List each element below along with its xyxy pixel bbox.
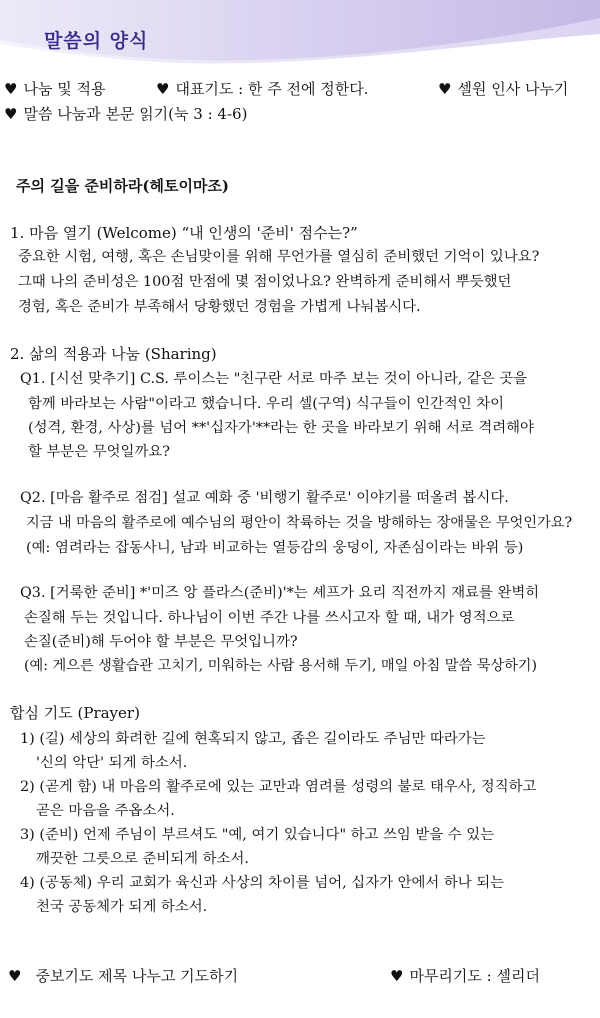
heart-icon: ♥ [390,967,404,985]
heart-icon: ♥ [156,80,170,98]
q1-line: 할 부분은 무엇일까요? [28,444,170,460]
order-item-prayer [156,79,369,99]
q3-line: 손질(준비)해 두어야 할 부분은 무엇입니까? [24,634,298,650]
q1-line: (성격, 환경, 사상)를 넘어 **'십자가'**라는 한 곳을 바라보기 위해 서로 격려해야 [28,420,534,436]
footer-left-label: 중보기도 제목 나누고 기도하기 [35,967,239,985]
header-banner [0,0,600,75]
prayer-item: 천국 공동체가 되게 하소서. [36,899,208,915]
order-item-label: 셀원 인사 나누기 [457,80,569,98]
q3-line: Q3. [거룩한 준비] *'미즈 앙 플라스(준비)'*는 셰프가 요리 직전까지 재료를 완벽히 [20,585,540,601]
q2-line: 지금 내 마음의 활주로에 예수님의 평안이 착륙하는 것을 방해하는 장애물은 무엇인가요? [26,515,573,531]
q1-line: Q1. [시선 맞추기] C.S. 루이스는 "친구란 서로 마주 보는 것이 아니라, 같은 곳을 [20,371,528,387]
footer-intercession [8,966,238,986]
heart-icon: ♥ [8,967,22,985]
prayer-heading: 합심 기도 (Prayer) [10,704,140,722]
order-item-label: 나눔 및 적용 [23,80,106,98]
section1-line: 중요한 시험, 여행, 혹은 손님맞이를 위해 무언가를 열심히 준비했던 기억이 있나요? [18,249,540,265]
section2-heading: 2. 삶의 적용과 나눔 (Sharing) [10,345,217,363]
order-item-reading [4,104,247,124]
heart-icon: ♥ [4,105,18,123]
order-item-greeting [438,79,568,99]
prayer-item: '신의 악단' 되게 하소서. [36,755,188,771]
prayer-item: 3) (준비) 언제 주님이 부르셔도 "예, 여기 있습니다" 하고 쓰임 받을 수 있는 [20,827,495,843]
q2-line: (예: 염려라는 잡동사니, 남과 비교하는 열등감의 웅덩이, 자존심이라는 바위 등) [26,540,524,556]
order-item-label: 말씀 나눔과 본문 읽기(눅 3 : 4-6) [23,105,248,123]
prayer-item: 2) (곧게 함) 내 마음의 활주로에 있는 교만과 염려를 성령의 불로 태우사, 정직하고 [20,779,537,795]
section1-heading: 1. 마음 열기 (Welcome) “내 인생의 '준비' 점수는?” [10,224,358,242]
footer-right-label: 마무리기도 : 셀리더 [409,967,540,985]
q2-line: Q2. [마음 활주로 점검] 설교 예화 중 '비행기 활주로' 이야기를 떠올려 봅시다. [20,490,509,506]
heart-icon: ♥ [4,80,18,98]
footer-closing-prayer [390,966,540,986]
prayer-item: 1) (길) 세상의 화려한 길에 현혹되지 않고, 좁은 길이라도 주님만 따라가는 [20,731,486,747]
prayer-item: 깨끗한 그릇으로 준비되게 하소서. [36,851,249,867]
prayer-item: 곧은 마음을 주옵소서. [36,803,175,819]
q1-line: 함께 바라보는 사람"이라고 했습니다. 우리 셀(구역) 식구들이 인간적인 차이 [28,396,505,412]
q3-line: 손질해 두는 것입니다. 하나님이 이번 주간 나를 쓰시고자 할 때, 내가 영적으로 [24,610,515,626]
q3-line: (예: 게으른 생활습관 고치기, 미워하는 사람 용서해 두기, 매일 아침 말씀 묵상하기) [24,658,538,674]
prayer-item: 4) (공동체) 우리 교회가 육신과 사상의 차이를 넘어, 십자가 안에서 하나 되는 [20,875,505,891]
order-item-sharing [4,79,105,99]
banner-title: 말씀의 양식 [44,30,149,52]
heart-icon: ♥ [438,80,452,98]
section1-line: 그때 나의 준비성은 100점 만점에 몇 점이었나요? 완벽하게 준비해서 뿌듯했던 [18,274,512,290]
main-title: 주의 길을 준비하라(헤토이마조) [16,177,230,195]
section1-line: 경험, 혹은 준비가 부족해서 당황했던 경험을 가볍게 나눠봅시다. [18,299,421,315]
order-item-label: 대표기도 : 한 주 전에 정한다. [175,80,369,98]
